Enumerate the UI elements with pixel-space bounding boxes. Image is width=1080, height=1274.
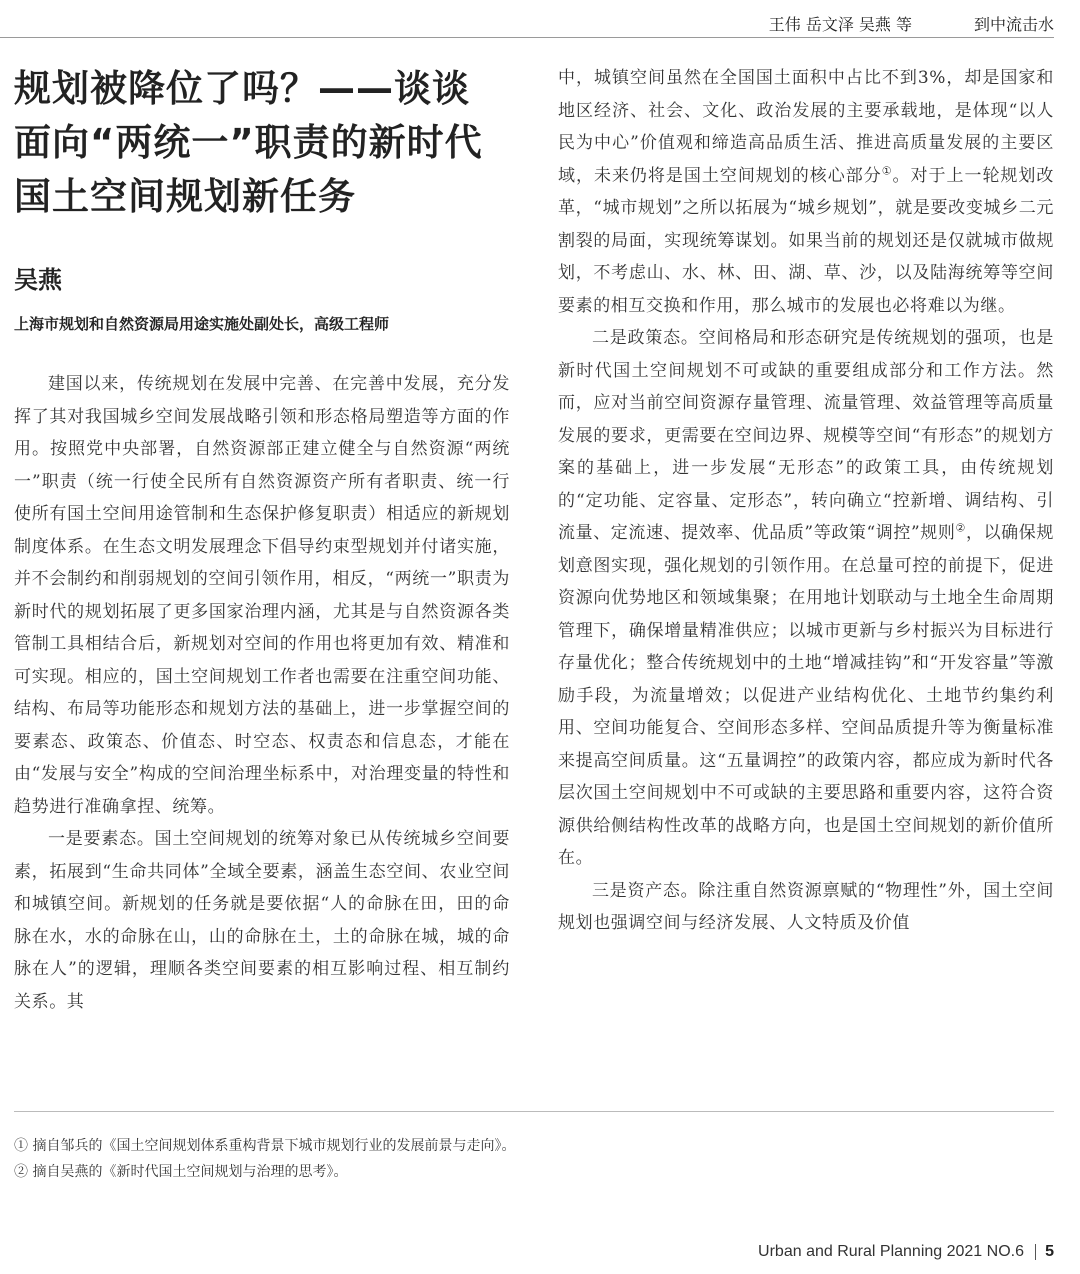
author-name: 吴燕 xyxy=(14,266,62,294)
title-line: 面向“两统一”职责的新时代 xyxy=(14,121,483,164)
footnote: ① 摘自邹兵的《国土空间规划体系重构背景下城市规划行业的发展前景与走向》。 xyxy=(14,1138,516,1154)
body-paragraph xyxy=(558,62,1054,322)
running-header-section: 到中流击水 xyxy=(973,15,1054,34)
paragraph-text: ，以确保规划意图实现，强化规划的引领作用。在总量可控的前提下，促进资源向优势地区和领域集聚；在用地计划联动与土地全生命周期管理下，确保增量精准供应；以城市更新与乡村振兴为目标进行存量优化；整合传统规划中的土地“增减挂钩”和“开发容量”等激励手段，为流量增效；以促进产业结构优化、土地节约集约利用、空间功能复合、空间形态多样、空间品质提升等为衡量标准来提高空间质量。这“五量调控”的政策内容，都应成为新时代各层次国土空间规划中不可或缺的主要思路和重要内容，这符合资源供给侧结构性改革的战略方向，也是国土空间规划的新价值所在。 xyxy=(558,523,1054,868)
article-title xyxy=(14,62,510,224)
left-body xyxy=(14,368,510,1018)
body-paragraph: 一是要素态。国土空间规划的统筹对象已从传统城乡空间要素，拓展到“生命共同体”全域全要素，涵盖生态空间、农业空间和城镇空间。新规划的任务就是要依据“人的命脉在田，田的命脉在水，水的命脉在山，山的命脉在土，土的命脉在城，城的命脉在人”的逻辑，理顺各类空间要素的相互影响过程、相互制约关系。其 xyxy=(14,829,510,1012)
footnote: ② 摘自吴燕的《新时代国土空间规划与治理的思考》。 xyxy=(14,1164,348,1180)
left-column xyxy=(14,62,510,1018)
author-affiliation: 上海市规划和自然资源局用途实施处副处长，高级工程师 xyxy=(14,315,390,333)
body-paragraph: 建国以来，传统规划在发展中完善、在完善中发展，充分发挥了其对我国城乡空间发展战略引领和形态格局塑造等方面的作用。按照党中央部署，自然资源部正建立健全与自然资源“两统一”职责（统一行使全民所有自然资源资产所有者职责、统一行使所有国土空间用途管制和生态保护修复职责）相适应的新规划制度体系。在生态文明发展理念下倡导约束型规划并付诸实施，并不会制约和削弱规划的空间引领作用，相反，“两统一”职责为新时代的规划拓展了更多国家治理内涵，尤其是与自然资源各类管制工具相结合后，新规划对空间的作用也将更加有效、精准和可实现。相应的，国土空间规划工作者也需要在注重空间功能、结构、布局等功能形态和规划方法的基础上，进一步掌握空间的要素态、政策态、价值态、时空态、权责态和信息态，才能在由“发展与安全”构成的空间治理坐标系中，对治理变量的特性和趋势进行准确拿捏、统筹。 xyxy=(14,374,510,817)
footnote-divider xyxy=(14,1111,1054,1112)
title-line: 规划被降位了吗？——谈谈 xyxy=(14,67,470,110)
paragraph-text: 中，城镇空间虽然在全国国土面积中占比不到3%，却是国家和地区经济、社会、文化、政治发展的主要承载地，是体现“以人民为中心”价值观和缔造高品质生活、推进高质量发展的主要区域，未来仍将是国土空间规划的核心部分 xyxy=(558,68,1054,186)
footer-separator xyxy=(1035,1244,1036,1260)
running-header-authors: 王伟 岳文泽 吴燕 等 xyxy=(768,15,912,34)
footnotes xyxy=(14,1133,1054,1185)
body-paragraph xyxy=(558,322,1054,875)
footnote-ref-2[interactable]: ② xyxy=(955,521,966,535)
paragraph-text: 二是政策态。空间格局和形态研究是传统规划的强项，也是新时代国土空间规划不可或缺的重要组成部分和工作方法。然而，应对当前空间资源存量管理、流量管理、效益管理等高质量发展的要求，更需要在空间边界、规模等空间“有形态”的规划方案的基础上，进一步发展“无形态”的政策工具，由传统规划的“定功能、定容量、定形态”，转向确立“控新增、调结构、引流量、定流速、提效率、优品质”等政策“调控”规则 xyxy=(558,328,1054,543)
right-column xyxy=(558,62,1054,940)
title-line: 国土空间规划新任务 xyxy=(14,175,356,218)
header-divider xyxy=(0,37,1054,38)
page-number: 5 xyxy=(1045,1243,1054,1260)
footer-journal: Urban and Rural Planning 2021 NO.6 xyxy=(758,1243,1024,1260)
body-paragraph: 三是资产态。除注重自然资源禀赋的“物理性”外，国土空间规划也强调空间与经济发展、人文特质及价值 xyxy=(558,880,1054,933)
paragraph-text: 。对于上一轮规划改革，“城市规划”之所以拓展为“城乡规划”，就是要改变城乡二元割裂的局面，实现统筹谋划。如果当前的规划还是仅就城市做规划，不考虑山、水、林、田、湖、草、沙，以及陆海统筹等空间要素的相互交换和作用，那么城市的发展也必将难以为继。 xyxy=(558,165,1054,316)
footnote-ref-1[interactable]: ① xyxy=(881,163,893,177)
